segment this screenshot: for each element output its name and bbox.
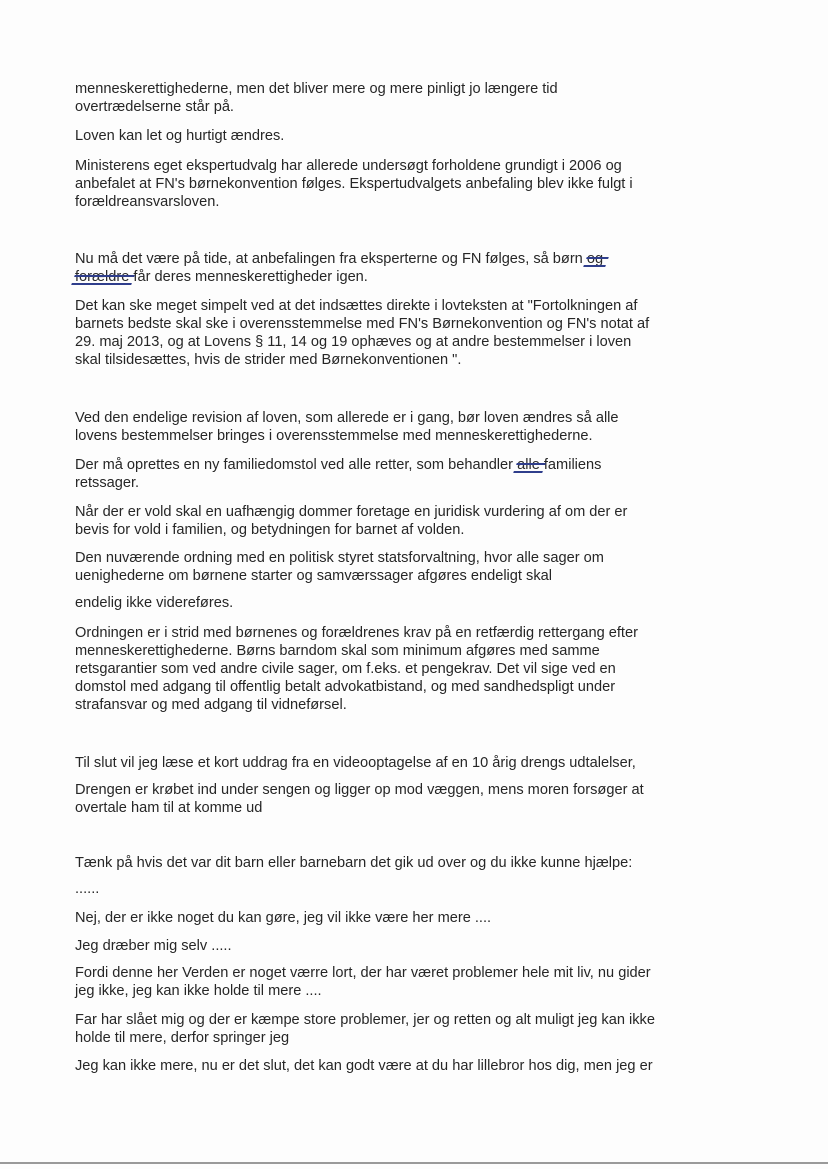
- paragraph-12: [75, 754, 745, 772]
- text-line: menneskerettighederne. Børns barndom skal som minimum afgøres med samme: [75, 643, 600, 659]
- text-line: Tænk på hvis det var dit barn eller barnebarn det gik ud over og du ikke kunne hjælpe:: [75, 855, 633, 871]
- paragraph-10: [75, 594, 745, 612]
- text-segment: får deres menneskerettigheder igen.: [133, 269, 368, 285]
- paragraph-19: [75, 1011, 745, 1047]
- struck-word: alle: [517, 457, 540, 473]
- text-line: strafansvar og med adgang til vidneførsel.: [75, 697, 347, 713]
- text-line: Nej, der er ikke noget du kan gøre, jeg vil ikke være her mere ....: [75, 910, 492, 926]
- text-line: Fordi denne her Verden er noget værre lort, der har været problemer hele mit liv, nu gider: [75, 965, 651, 981]
- text-line: [75, 250, 745, 268]
- text-line: Ordningen er i strid med børnenes og forældrenes krav på en retfærdig rettergang efter: [75, 625, 638, 641]
- scan-edge-line: [0, 1162, 828, 1164]
- text-segment: familiens: [543, 457, 602, 473]
- text-line: Ved den endelige revision af loven, som allerede er i gang, bør loven ændres så alle: [75, 410, 619, 426]
- paragraph-3: [75, 157, 745, 211]
- text-line: ......: [75, 881, 100, 897]
- text-line: Den nuværende ordning med en politisk styret statsforvaltning, hvor alle sager om: [75, 550, 604, 566]
- text-segment: Nu må det være på tide, at anbefalingen fra eksperterne og FN følges, så børn: [75, 251, 583, 267]
- text-line: uenighederne om børnene starter og samværssager afgøres endeligt skal: [75, 568, 552, 584]
- paragraph-2: [75, 127, 745, 145]
- text-line: [75, 456, 745, 474]
- text-line: barnets bedste skal ske i overensstemmelse med FN's Børnekonvention og FN's notat af: [75, 316, 650, 332]
- paragraph-6: [75, 409, 745, 445]
- text-line: domstol med adgang til offentlig betalt advokatbistand, og med sandhedspligt under: [75, 679, 616, 695]
- paragraph-5: [75, 297, 745, 369]
- paragraph-16: [75, 909, 745, 927]
- paragraph-20: [75, 1057, 745, 1075]
- text-line: forældreansvarsloven.: [75, 194, 220, 210]
- text-line: Drengen er krøbet ind under sengen og ligger op mod væggen, mens moren forsøger at: [75, 782, 644, 798]
- text-line: Til slut vil jeg læse et kort uddrag fra en videooptagelse af en 10 årig drengs udtalelser,: [75, 755, 636, 771]
- paragraph-17: [75, 937, 745, 955]
- text-line: skal tilsidesættes, hvis de strider med Børnekonventionen ".: [75, 352, 462, 368]
- text-line: holde til mere, derfor springer jeg: [75, 1030, 290, 1046]
- paragraph-9: [75, 549, 745, 585]
- paragraph-4: [75, 250, 745, 286]
- paragraph-1: [75, 80, 745, 116]
- text-line: overtale ham til at komme ud: [75, 800, 263, 816]
- text-line: Jeg dræber mig selv .....: [75, 938, 232, 954]
- text-line: menneskerettighederne, men det bliver mere og mere pinligt jo længere tid: [75, 81, 558, 97]
- text-line: endelig ikke videreføres.: [75, 595, 234, 611]
- text-line: retssager.: [75, 475, 140, 491]
- text-line: Det kan ske meget simpelt ved at det indsættes direkte i lovteksten at "Fortolkningen af: [75, 298, 638, 314]
- paragraph-13: [75, 781, 745, 817]
- struck-word: forældre: [75, 269, 130, 285]
- text-line: lovens bestemmelser bringes i overensstemmelse med menneskerettighederne.: [75, 428, 593, 444]
- text-line: Jeg kan ikke mere, nu er det slut, det kan godt være at du har lillebror hos dig, men jeg er: [75, 1058, 653, 1074]
- paragraph-14: [75, 854, 745, 872]
- paragraph-18: [75, 964, 745, 1000]
- paragraph-8: [75, 503, 745, 539]
- text-line: overtrædelserne står på.: [75, 99, 234, 115]
- text-line: Når der er vold skal en uafhængig dommer foretage en juridisk vurdering af om der er: [75, 504, 628, 520]
- text-line: Ministerens eget ekspertudvalg har allerede undersøgt forholdene grundigt i 2006 og: [75, 158, 622, 174]
- text-line: retsgarantier som ved andre civile sager, om f.eks. et pengekrav. Det vil sige ved en: [75, 661, 616, 677]
- text-line: jeg ikke, jeg kan ikke holde til mere ....: [75, 983, 322, 999]
- text-line: 29. maj 2013, og at Lovens § 11, 14 og 19 ophæves og at andre bestemmelser i loven: [75, 334, 632, 350]
- text-line: bevis for vold i familien, og betydningen for barnet af volden.: [75, 522, 465, 538]
- text-segment: Der må oprettes en ny familiedomstol ved alle retter, som behandler: [75, 457, 514, 473]
- text-line: anbefalet at FN's børnekonvention følges. Ekspertudvalgets anbefaling blev ikke fulgt i: [75, 176, 633, 192]
- paragraph-15: [75, 880, 745, 898]
- struck-word: og: [586, 251, 604, 267]
- text-line: Loven kan let og hurtigt ændres.: [75, 128, 285, 144]
- text-line: Far har slået mig og der er kæmpe store problemer, jer og retten og alt muligt jeg kan ikke: [75, 1012, 655, 1028]
- paragraph-11: [75, 624, 745, 714]
- text-line: [75, 268, 745, 286]
- paragraph-7: [75, 456, 745, 492]
